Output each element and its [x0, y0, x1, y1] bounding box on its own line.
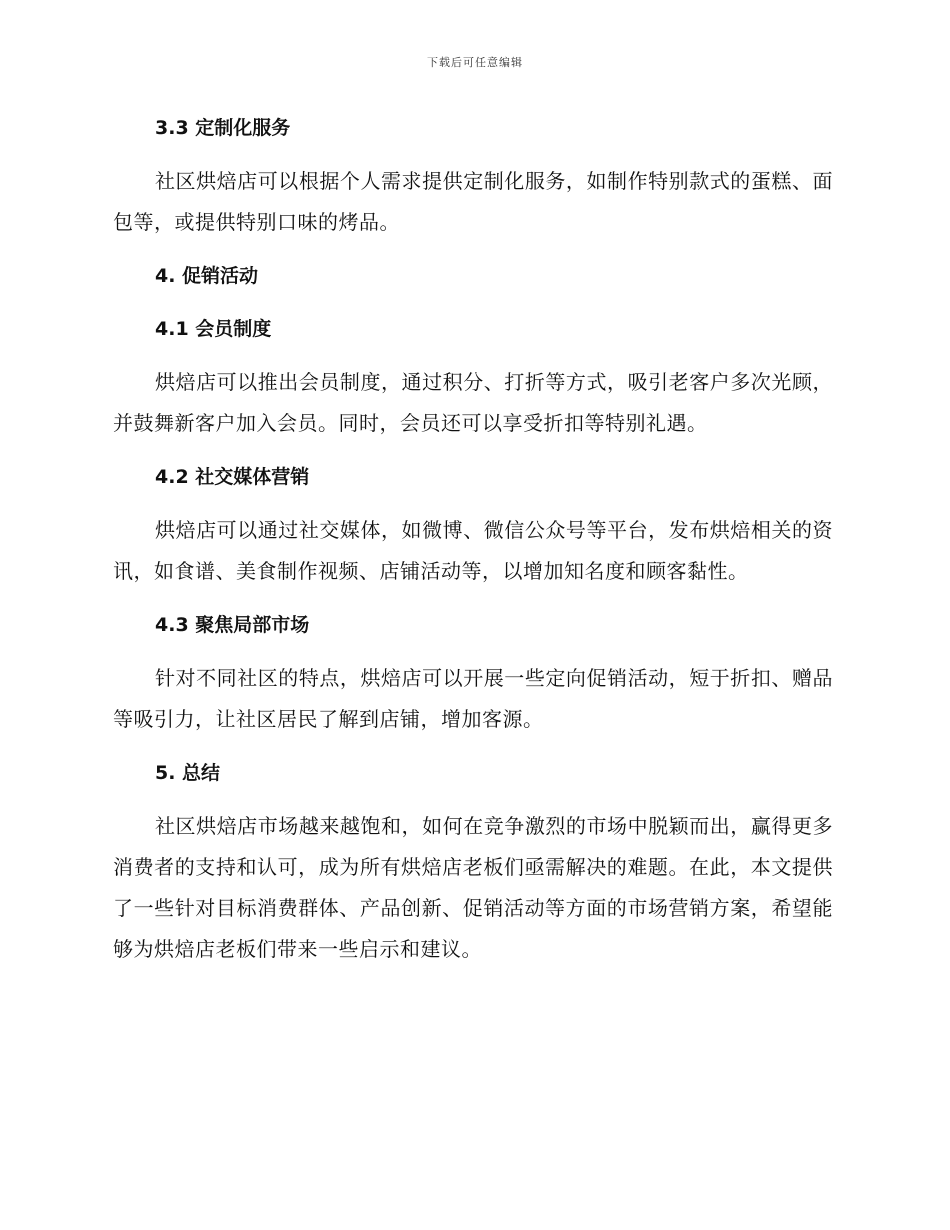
- section-body-4-3: 针对不同社区的特点，烘焙店可以开展一些定向促销活动，短于折扣、赠品等吸引力，让社区居民了解到店铺，增加客源。: [113, 666, 833, 731]
- section-heading-3-3: 3.3 定制化服务: [155, 117, 291, 139]
- section-heading-4-3: 4.3 聚焦局部市场: [155, 614, 310, 636]
- section-body-4-1: 烘焙店可以推出会员制度，通过积分、打折等方式，吸引老客户多次光顾，并鼓舞新客户加入会员。同时，会员还可以享受折扣等特别礼遇。: [113, 370, 833, 435]
- section-heading-5: 5. 总结: [155, 762, 221, 784]
- section-heading-4: 4. 促销活动: [155, 265, 259, 287]
- section-heading-4-2: 4.2 社交媒体营销: [155, 466, 310, 488]
- section-body-5: 社区烘焙店市场越来越饱和，如何在竞争激烈的市场中脱颖而出，赢得更多消费者的支持和认可，成为所有烘焙店老板们亟需解决的难题。在此，本文提供了一些针对目标消费群体、产品创新、促销活动等方面的市场营销方案，希望能够为烘焙店老板们带来一些启示和建议。: [113, 814, 833, 961]
- section-body-3-3: 社区烘焙店可以根据个人需求提供定制化服务，如制作特别款式的蛋糕、面包等，或提供特别口味的烤品。: [113, 169, 833, 234]
- section-heading-4-1: 4.1 会员制度: [155, 318, 272, 340]
- header-note: 下载后可任意编辑: [427, 56, 523, 69]
- section-body-4-2: 烘焙店可以通过社交媒体，如微博、微信公众号等平台，发布烘焙相关的资讯，如食谱、美食制作视频、店铺活动等，以增加知名度和顾客黏性。: [113, 518, 833, 583]
- document-body: [113, 108, 833, 970]
